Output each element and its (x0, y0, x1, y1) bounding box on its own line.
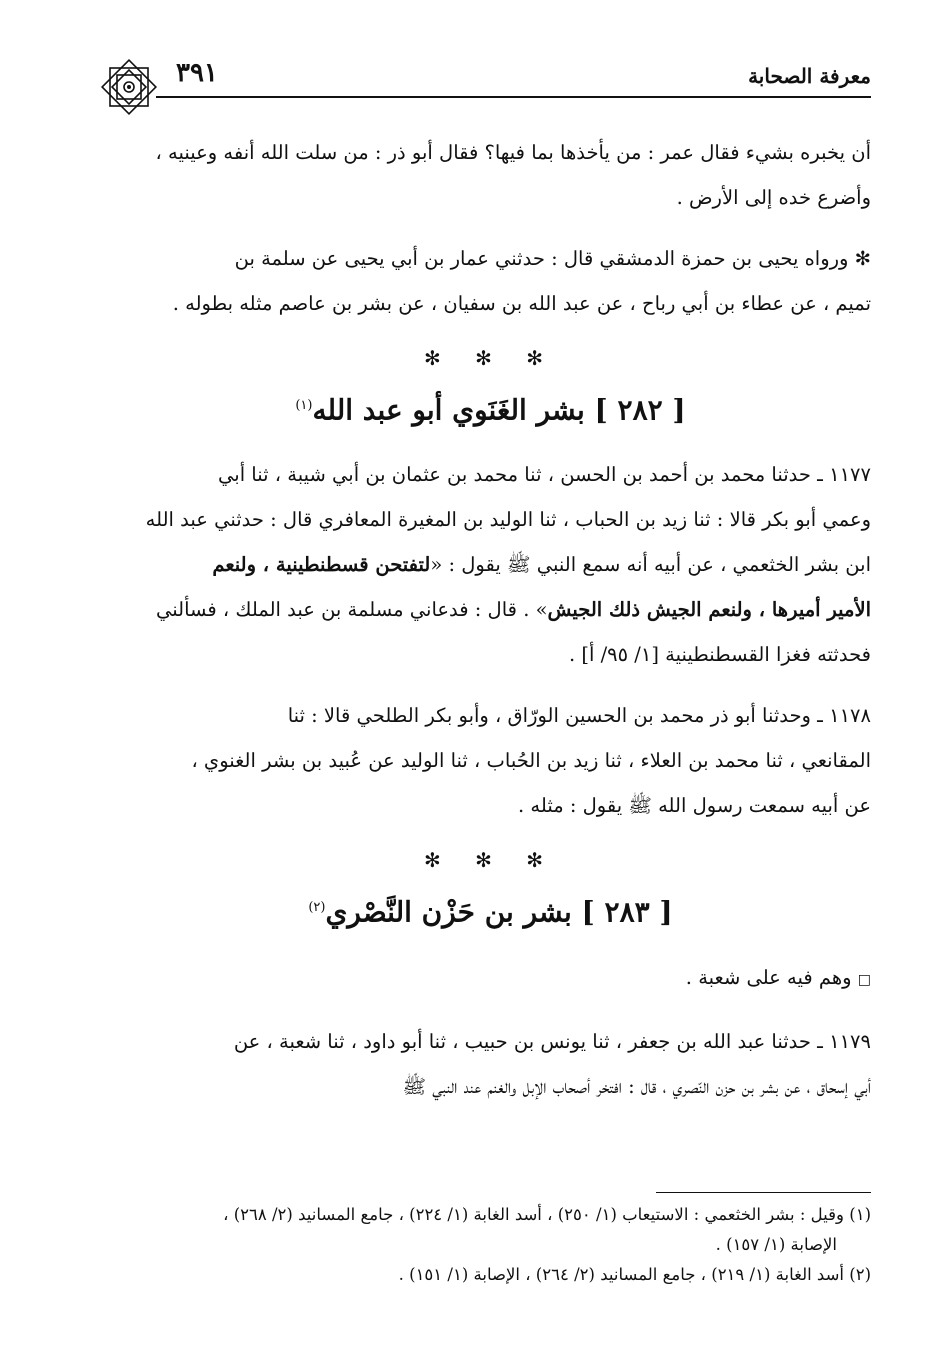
line-text: وهم فيه على شعبة . (685, 965, 852, 989)
paragraph-line (110, 955, 871, 1003)
section-divider-stars: ✻ ✻ ✻ (424, 848, 557, 873)
line-text: ابن بشر الخثعمي ، عن أبيه أنه سمع النبي ﷺ يقول : « (430, 553, 871, 577)
paragraph-line: أن يخبره بشيء فقال عمر : من يأخذها بما فيها؟ فقال أبو ذر : من سلت الله أنفه وعينيه ، (155, 141, 871, 164)
paragraph-line: وأضرع خده إلى الأرض . (676, 186, 871, 209)
footnote-2: (٢) أسد الغابة (١/ ٢١٩) ، جامع المسانيد (٢/ ٢٦٤) ، الإصابة (١/ ١٥١) . (398, 1265, 871, 1284)
paragraph-line (110, 587, 871, 632)
footnote-1: (١) وقيل : بشر الخثعمي : الاستيعاب (١/ ٢٥٠) ، أسد الغابة (١/ ٢٢٤) ، جامع المسانيد (٢/ ٢٦٨) ، (223, 1205, 871, 1224)
paragraph-line: ١١٧٧ ـ حدثنا محمد بن أحمد بن الحسن ، ثنا محمد بن عثمان بن أبي شيبة ، ثنا أبي (218, 463, 871, 487)
entry-heading-283 (110, 880, 871, 940)
paragraph-line: أبي إسحاق ، عن بشر بن حزن النّصري ، قال : افتخر أصحاب الإبل والغنم عند النبي ﷺ (402, 1074, 871, 1098)
paragraph-line (110, 542, 871, 587)
main-text (110, 130, 871, 1109)
hadith-quote-bold: لتفتحن قسطنطينية ، ولنعم (212, 553, 431, 577)
footnotes (96, 1200, 871, 1290)
footnote-ref-1: (١) (295, 398, 313, 413)
entry-heading-282 (110, 378, 871, 438)
page-header (96, 56, 871, 96)
geometric-star-ornament-icon (98, 56, 160, 118)
entry-heading-text: [ ٢٨٢ ] بشر الغَنَوي أبو عبد الله (312, 393, 686, 427)
paragraph-line: عن أبيه سمعت رسول الله ﷺ يقول : مثله . (518, 794, 871, 818)
paragraph-line: المقانعي ، ثنا محمد بن العلاء ، ثنا زيد بن الحُباب ، ثنا الوليد عن عُبيد بن بشر الغنوي ، (191, 749, 871, 773)
paragraph-line: فحدثته فغزا القسطنطينية [١/ ٩٥/ أ] . (568, 643, 871, 667)
paragraph-line: تميم ، عن عطاء بن أبي رباح ، عن عبد الله بن سفيان ، عن بشر بن عاصم مثله بطوله . (172, 292, 871, 315)
footnote-rule (656, 1192, 871, 1193)
footnote-1-continued: الإصابة (١/ ١٥٧) . (715, 1235, 837, 1254)
footnote-ref-2: (٢) (308, 900, 326, 916)
paragraph-line: وعمي أبو بكر قالا : ثنا زيد بن الحباب ، ثنا الوليد بن المغيرة المعافري قال : حدثني عبد الله (145, 508, 871, 532)
square-marker-icon: □ (857, 971, 871, 988)
running-title: معرفة الصحابة (748, 64, 871, 88)
section-divider-stars: ✻ ✻ ✻ (424, 346, 557, 370)
line-text: » . قال : فدعاني مسلمة بن عبد الملك ، فسألني (155, 598, 548, 622)
entry-heading-text: [ ٢٨٣ ] بشر بن حَزْن النَّصْري (325, 895, 673, 929)
paragraph-line: ١١٧٩ ـ حدثنا عبد الله بن جعفر ، ثنا يونس بن حبيب ، ثنا أبو داود ، ثنا شعبة ، عن (233, 1029, 871, 1053)
header-rule (156, 96, 871, 98)
paragraph-line: ١١٧٨ ـ وحدثنا أبو ذر محمد بن الحسين الورّاق ، وأبو بكر الطلحي قالا : ثنا (287, 704, 871, 728)
paragraph-line: ✻ ورواه يحيى بن حمزة الدمشقي قال : حدثني عمار بن أبي يحيى عن سلمة بن (234, 247, 871, 270)
page-number: ٣٩١ (176, 58, 218, 88)
hadith-quote-bold: الأمير أميرها ، ولنعم الجيش ذلك الجيش (547, 598, 871, 622)
